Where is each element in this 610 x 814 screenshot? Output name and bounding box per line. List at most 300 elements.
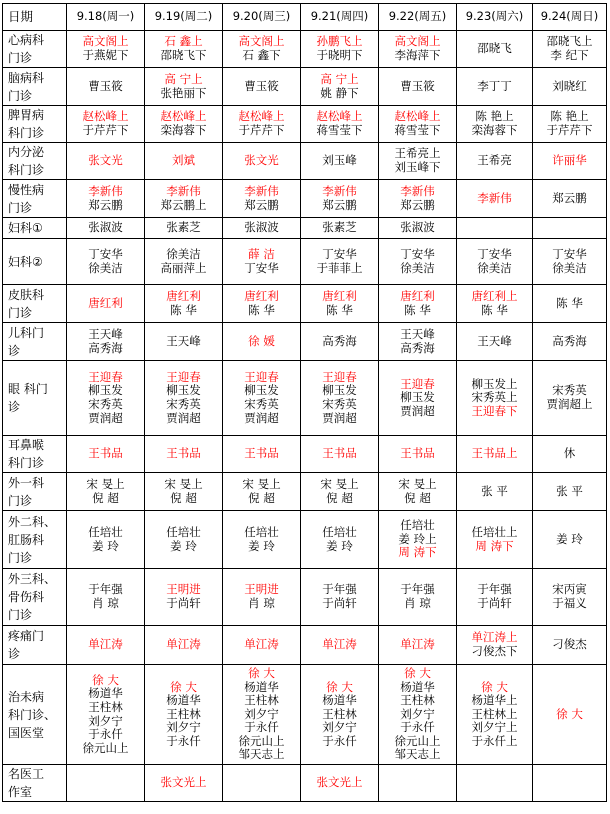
doctor-name: 宋秀英 <box>244 397 279 411</box>
schedule-cell <box>145 68 223 106</box>
department-cell <box>3 143 67 180</box>
doctor-name: 石 鑫上 <box>164 34 203 49</box>
doctor-name: 陈 华 <box>404 302 431 317</box>
doctor-name: 徐美洁 <box>477 260 512 275</box>
doctor-name: 单江涛 <box>88 637 123 652</box>
schedule-cell <box>457 106 533 143</box>
doctor-name: 王书品 <box>166 446 201 461</box>
doctor-name: 丁安华 <box>477 246 512 261</box>
department-cell <box>3 626 67 665</box>
doctor-name: 贾润超上 <box>546 397 593 411</box>
doctor-name: 王迎春 <box>322 369 357 384</box>
schedule-cell <box>533 180 607 218</box>
schedule-cell <box>457 239 533 285</box>
department-cell <box>3 361 67 436</box>
doctor-name: 姜 玲 <box>92 538 119 553</box>
schedule-cell <box>379 473 457 511</box>
schedule-cell <box>533 511 607 569</box>
department-name-line: 门诊 <box>8 88 33 103</box>
schedule-cell <box>67 569 145 626</box>
doctor-name: 李新伟 <box>400 183 435 198</box>
doctor-name: 李丁丁 <box>477 78 512 93</box>
doctor-name: 王柱林 <box>322 706 357 721</box>
schedule-cell <box>145 626 223 665</box>
doctor-name: 王柱林上 <box>471 706 518 721</box>
schedule-cell <box>301 31 379 68</box>
schedule-cell <box>457 473 533 511</box>
doctor-name: 姜 玲 <box>170 538 197 553</box>
doctor-name: 曹玉筱 <box>400 78 435 93</box>
schedule-cell <box>379 665 457 765</box>
doctor-name: 唐红利 <box>88 295 123 310</box>
schedule-cell <box>533 218 607 239</box>
doctor-name: 周 涛下 <box>475 538 514 553</box>
schedule-cell <box>379 106 457 143</box>
table-row <box>3 31 607 68</box>
doctor-name: 周 涛下 <box>398 545 437 560</box>
schedule-cell <box>67 218 145 239</box>
doctor-name: 王柱林 <box>88 699 123 714</box>
doctor-name: 唐红利 <box>322 288 357 303</box>
doctor-name: 宋秀英 <box>322 397 357 411</box>
schedule-cell <box>67 143 145 180</box>
schedule-cell <box>145 285 223 323</box>
doctor-name: 徐 大 <box>170 679 197 694</box>
doctor-name: 杨道华 <box>322 693 357 708</box>
department-name-line: 妇科① <box>8 221 43 235</box>
doctor-name: 郑云鹏 <box>552 190 587 205</box>
doctor-name: 杨道华 <box>166 693 201 708</box>
doctor-name: 高秀海 <box>322 333 357 348</box>
doctor-name: 姜 玲 <box>248 538 275 553</box>
doctor-name: 高秀海 <box>400 340 435 355</box>
doctor-name: 姚 静下 <box>320 85 359 100</box>
doctor-name: 徐 大 <box>481 679 508 694</box>
doctor-name: 王希亮上 <box>394 146 441 161</box>
doctor-name: 休 <box>563 446 576 461</box>
schedule-cell <box>223 68 301 106</box>
doctor-name: 任培壮 <box>166 524 201 539</box>
doctor-name: 李新伟 <box>477 190 512 205</box>
schedule-cell <box>301 765 379 802</box>
doctor-name: 唐红利 <box>400 288 435 303</box>
doctor-name: 徐美洁 <box>400 260 435 275</box>
schedule-cell <box>457 665 533 765</box>
schedule-cell <box>533 68 607 106</box>
doctor-name: 姜 玲 <box>326 538 353 553</box>
doctor-name: 赵松峰上 <box>394 109 441 124</box>
schedule-cell <box>379 31 457 68</box>
table-row <box>3 665 607 765</box>
doctor-name: 王柱林 <box>400 693 435 708</box>
schedule-cell <box>223 106 301 143</box>
doctor-name: 肖 琼 <box>404 596 431 610</box>
schedule-cell <box>301 106 379 143</box>
department-name-line: 内分泌 <box>8 145 45 159</box>
doctor-name: 徐美洁 <box>552 260 587 275</box>
schedule-cell <box>145 180 223 218</box>
department-name-line: 科门诊、 <box>8 707 57 722</box>
schedule-cell <box>145 323 223 361</box>
doctor-name: 李新伟 <box>88 183 123 198</box>
doctor-name: 任培壮上 <box>471 524 518 539</box>
doctor-name: 于年强 <box>88 582 123 597</box>
doctor-name: 任培壮 <box>88 524 123 539</box>
department-cell <box>3 285 67 323</box>
schedule-cell <box>301 180 379 218</box>
doctor-name: 张淑波 <box>244 220 279 235</box>
department-name-line: 眼 科门 <box>8 382 48 396</box>
department-name-line: 门诊 <box>8 493 33 508</box>
schedule-cell <box>533 436 607 473</box>
doctor-name: 王迎春 <box>244 369 279 384</box>
doctor-name: 单江涛 <box>166 637 201 652</box>
schedule-cell <box>145 239 223 285</box>
doctor-name: 任培壮 <box>322 524 357 539</box>
doctor-name: 陈 华 <box>556 295 583 310</box>
department-name-line: 慢性病 <box>8 182 45 197</box>
schedule-cell <box>457 511 533 569</box>
schedule-cell <box>145 765 223 802</box>
schedule-cell <box>533 473 607 511</box>
schedule-cell <box>379 143 457 180</box>
schedule-cell <box>301 285 379 323</box>
doctor-name: 王迎春 <box>166 369 201 384</box>
doctor-name: 于年强 <box>322 582 357 597</box>
doctor-name: 宋 旻上 <box>86 476 125 491</box>
doctor-name: 倪 超 <box>404 490 431 505</box>
doctor-name: 栾海蓉下 <box>471 123 518 137</box>
doctor-name: 柳玉发上 <box>471 376 518 391</box>
doctor-name: 徐 大 <box>248 665 275 680</box>
doctor-name: 蒋雪莹下 <box>316 123 363 137</box>
doctor-name: 张素芝 <box>166 220 201 235</box>
department-name-line: 脾胃病 <box>8 108 45 122</box>
doctor-name: 郑云鹏上 <box>160 197 207 212</box>
doctor-name: 刘夕宁 <box>322 720 357 735</box>
doctor-name: 王明进 <box>166 582 201 597</box>
doctor-name: 于年强 <box>477 582 512 597</box>
doctor-name: 倪 超 <box>326 490 353 505</box>
department-cell <box>3 323 67 361</box>
doctor-name: 姜 玲 <box>556 531 583 546</box>
doctor-name: 王书品 <box>88 446 123 461</box>
department-name-line: 外一科 <box>8 475 45 490</box>
doctor-name: 唐红利 <box>244 288 279 303</box>
doctor-name: 张文光上 <box>316 775 363 790</box>
doctor-name: 王书品 <box>400 446 435 461</box>
table-row <box>3 473 607 511</box>
doctor-name: 贾润超 <box>244 410 279 425</box>
doctor-name: 徐美洁 <box>166 246 201 261</box>
day-header: 9.24(周日) <box>533 4 607 31</box>
doctor-name: 张 平 <box>556 483 583 498</box>
doctor-name: 李 纪下 <box>550 48 589 62</box>
schedule-cell <box>67 436 145 473</box>
doctor-name: 宋 旻上 <box>320 476 359 491</box>
department-cell <box>3 511 67 569</box>
doctor-name: 张文光上 <box>160 775 207 790</box>
doctor-name: 张文光 <box>88 153 123 168</box>
doctor-name: 陈 华 <box>326 302 353 317</box>
doctor-name: 于年强 <box>400 582 435 597</box>
schedule-cell <box>223 569 301 626</box>
doctor-name: 宋秀英 <box>88 397 123 411</box>
doctor-name: 李海萍下 <box>394 48 441 62</box>
doctor-name: 刘夕宁 <box>400 706 435 721</box>
doctor-name: 陈 艳上 <box>550 109 589 124</box>
doctor-name: 徐元山上 <box>82 740 129 755</box>
schedule-cell <box>379 218 457 239</box>
department-name-line: 门诊 <box>8 200 33 215</box>
schedule-cell <box>223 626 301 665</box>
department-cell <box>3 106 67 143</box>
doctor-name: 王柱林 <box>166 706 201 721</box>
department-name-line: 科门诊 <box>8 163 45 177</box>
doctor-name: 王明进 <box>244 582 279 597</box>
department-name-line: 妇科② <box>8 254 43 269</box>
department-cell <box>3 180 67 218</box>
table-row <box>3 285 607 323</box>
doctor-name: 于芹芹下 <box>546 123 593 137</box>
schedule-cell <box>223 436 301 473</box>
doctor-name: 徐元山上 <box>394 733 441 748</box>
doctor-name: 倪 超 <box>170 490 197 505</box>
table-row <box>3 436 607 473</box>
table-row <box>3 239 607 285</box>
doctor-name: 于福义 <box>552 596 587 610</box>
schedule-cell <box>301 143 379 180</box>
department-name-line: 诊 <box>8 343 21 358</box>
doctor-name: 于芹芹下 <box>82 123 129 137</box>
doctor-name: 郑云鹏 <box>88 197 123 212</box>
department-name-line: 儿科门 <box>8 325 45 340</box>
schedule-cell <box>67 68 145 106</box>
doctor-name: 徐 媛 <box>248 333 275 348</box>
schedule-cell <box>67 106 145 143</box>
doctor-name: 张艳丽下 <box>160 85 207 100</box>
doctor-name: 张淑波 <box>88 220 123 235</box>
department-cell <box>3 31 67 68</box>
day-header: 9.21(周四) <box>301 4 379 31</box>
doctor-name: 柳玉发 <box>400 390 435 405</box>
doctor-name: 陈 华 <box>248 302 275 317</box>
department-name-line: 科门诊 <box>8 456 45 470</box>
doctor-name: 于菲菲上 <box>316 260 363 275</box>
schedule-cell <box>67 626 145 665</box>
schedule-cell <box>533 143 607 180</box>
doctor-name: 唐红利上 <box>471 288 518 303</box>
doctor-name: 于永仟 <box>400 720 435 735</box>
doctor-name: 蒋雪莹下 <box>394 123 441 137</box>
doctor-name: 郑云鹏 <box>400 197 435 212</box>
department-name-line: 门诊 <box>8 550 33 565</box>
schedule-cell <box>145 436 223 473</box>
doctor-name: 高 宁上 <box>320 71 359 86</box>
doctor-name: 陈 艳上 <box>475 109 514 124</box>
doctor-name: 宋丙寅 <box>552 582 587 597</box>
schedule-cell <box>457 361 533 436</box>
doctor-name: 刘夕宁 <box>166 720 201 735</box>
schedule-cell <box>67 285 145 323</box>
doctor-name: 高秀海 <box>88 340 123 355</box>
doctor-name: 杨道华上 <box>471 693 518 708</box>
schedule-cell <box>379 436 457 473</box>
schedule-cell <box>533 626 607 665</box>
doctor-name: 杨道华 <box>400 679 435 694</box>
header-row <box>3 4 607 31</box>
schedule-cell <box>379 68 457 106</box>
doctor-name: 高文阁上 <box>394 34 441 49</box>
schedule-cell <box>145 31 223 68</box>
schedule-cell <box>457 323 533 361</box>
doctor-name: 王迎春 <box>88 369 123 384</box>
doctor-name: 刘夕宁 <box>88 713 123 728</box>
schedule-cell <box>301 323 379 361</box>
doctor-name: 许丽华 <box>552 153 587 168</box>
department-name-line: 科门诊 <box>8 126 45 140</box>
schedule-cell <box>301 218 379 239</box>
schedule-cell <box>301 473 379 511</box>
doctor-name: 高文阁上 <box>82 34 129 49</box>
doctor-name: 王书品 <box>322 446 357 461</box>
schedule-cell <box>533 31 607 68</box>
department-name-line: 国医堂 <box>8 725 45 740</box>
doctor-name: 张文光 <box>244 153 279 168</box>
doctor-name: 任培壮 <box>400 518 435 533</box>
doctor-name: 徐 大 <box>326 679 353 694</box>
doctor-name: 孙鹏飞上 <box>316 34 363 49</box>
schedule-cell <box>223 323 301 361</box>
doctor-name: 柳玉发 <box>88 383 123 398</box>
doctor-name: 姜 玲上 <box>398 531 437 546</box>
schedule-cell <box>301 511 379 569</box>
doctor-name: 单江涛 <box>400 637 435 652</box>
schedule-cell <box>67 361 145 436</box>
schedule-cell <box>145 473 223 511</box>
schedule-cell <box>67 239 145 285</box>
table-row <box>3 323 607 361</box>
doctor-name: 张素芝 <box>322 220 357 235</box>
doctor-name: 郑云鹏 <box>244 197 279 212</box>
doctor-name: 柳玉发 <box>322 383 357 398</box>
doctor-name: 任培壮 <box>244 524 279 539</box>
doctor-name: 单江涛 <box>244 637 279 652</box>
schedule-cell <box>457 68 533 106</box>
department-name-line: 外二科、 <box>8 514 57 529</box>
table-row <box>3 569 607 626</box>
department-name-line: 外三科、 <box>8 572 57 586</box>
schedule-cell <box>379 511 457 569</box>
doctor-name: 于尚轩 <box>322 596 357 610</box>
department-name-line: 诊 <box>8 400 21 414</box>
doctor-name: 肖 琼 <box>92 596 119 610</box>
schedule-cell <box>533 323 607 361</box>
doctor-name: 刁俊杰下 <box>471 644 518 658</box>
doctor-name: 栾海蓉下 <box>160 123 207 137</box>
schedule-cell <box>457 31 533 68</box>
department-cell <box>3 665 67 765</box>
doctor-name: 刘玉峰 <box>322 153 357 168</box>
schedule-cell <box>67 665 145 765</box>
schedule-cell <box>223 473 301 511</box>
doctor-name: 刘斌 <box>172 153 195 168</box>
table-row <box>3 511 607 569</box>
schedule-cell <box>457 569 533 626</box>
table-row <box>3 626 607 665</box>
schedule-cell <box>223 285 301 323</box>
schedule-cell <box>379 239 457 285</box>
schedule-cell <box>67 180 145 218</box>
department-name-line: 名医工 <box>8 767 45 781</box>
doctor-name: 张淑波 <box>400 220 435 235</box>
table-row <box>3 180 607 218</box>
doctor-name: 杨道华 <box>88 686 123 701</box>
doctor-name: 高文阁上 <box>238 34 285 49</box>
doctor-name: 宋 旻上 <box>242 476 281 491</box>
schedule-cell <box>145 106 223 143</box>
schedule-cell <box>457 285 533 323</box>
department-cell <box>3 436 67 473</box>
doctor-name: 于尚轩 <box>166 596 201 610</box>
department-name-line: 皮肤科 <box>8 287 45 302</box>
schedule-cell <box>145 511 223 569</box>
doctor-name: 于永仟 <box>88 727 123 742</box>
schedule-cell <box>223 665 301 765</box>
table-row <box>3 218 607 239</box>
schedule-cell <box>379 626 457 665</box>
schedule-cell <box>457 626 533 665</box>
table-row <box>3 68 607 106</box>
table-row <box>3 106 607 143</box>
doctor-name: 宋秀英上 <box>471 390 518 405</box>
department-name-line: 门诊 <box>8 608 33 622</box>
schedule-cell <box>533 239 607 285</box>
doctor-name: 贾润超 <box>400 403 435 418</box>
doctor-name: 肖 琼 <box>248 596 275 610</box>
schedule-cell <box>533 361 607 436</box>
doctor-name: 邹天志上 <box>238 747 285 762</box>
schedule-cell <box>457 765 533 802</box>
schedule-cell <box>533 569 607 626</box>
doctor-name: 李新伟 <box>322 183 357 198</box>
doctor-name: 赵松峰上 <box>82 109 129 124</box>
doctor-name: 李新伟 <box>166 183 201 198</box>
doctor-name: 王希亮 <box>477 153 512 168</box>
schedule-cell <box>457 180 533 218</box>
schedule-cell <box>145 569 223 626</box>
department-cell <box>3 239 67 285</box>
doctor-name: 丁安华 <box>244 260 279 275</box>
day-header: 9.20(周三) <box>223 4 301 31</box>
schedule-cell <box>533 765 607 802</box>
doctor-name: 曹玉筱 <box>244 78 279 93</box>
doctor-name: 柳玉发 <box>166 383 201 398</box>
doctor-name: 杨道华 <box>244 679 279 694</box>
day-header: 9.18(周一) <box>67 4 145 31</box>
doctor-name: 贾润超 <box>166 410 201 425</box>
department-name-line: 脑病科 <box>8 70 45 85</box>
schedule-cell <box>145 665 223 765</box>
department-name-line: 肛肠科 <box>8 532 45 547</box>
doctor-name: 于晓明下 <box>316 48 363 62</box>
schedule-cell <box>67 473 145 511</box>
doctor-name: 李新伟 <box>244 183 279 198</box>
doctor-name: 刘晓红 <box>552 78 587 93</box>
schedule-cell <box>223 239 301 285</box>
doctor-name: 高 宁上 <box>164 71 203 86</box>
doctor-name: 徐 大 <box>556 706 583 721</box>
